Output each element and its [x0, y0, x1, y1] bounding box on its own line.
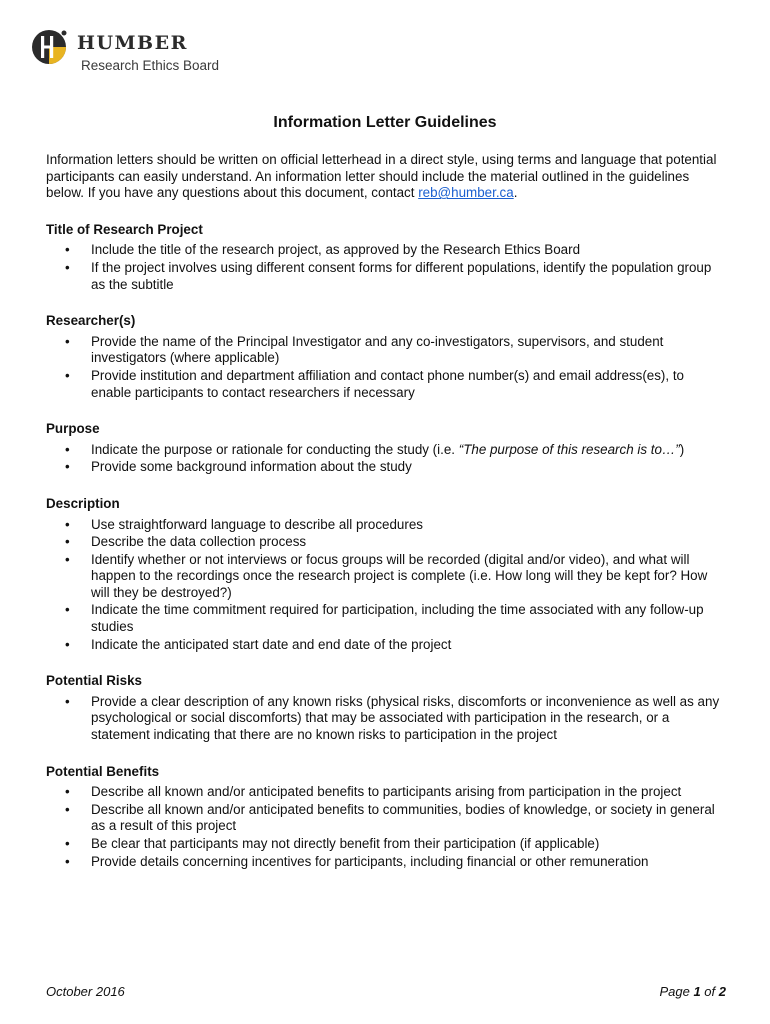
- section-title-of-project: [46, 222, 722, 293]
- intro-text: Information letters should be written on official letterhead in a direct style, using terms and language that potential participants can easily understand. An information letter should include the material outlined in the guidelines below. If you have any questions about this document, contact: [46, 152, 717, 201]
- list-item: • Provide details concerning incentives for participants, including financial or other remuneration: [65, 853, 649, 869]
- list-item: • Be clear that participants may not directly benefit from their participation (if applicable): [65, 836, 600, 851]
- list-item: • Include the title of the research project, as approved by the Research Ethics Board: [65, 242, 581, 258]
- bullet-icon: •: [65, 636, 70, 652]
- bullet-icon: •: [65, 836, 70, 851]
- bullet-icon: •: [65, 853, 70, 869]
- document-body: [46, 152, 722, 871]
- section-heading: Potential Risks: [46, 673, 142, 689]
- bullet-icon: •: [65, 259, 70, 275]
- list-item: • Describe all known and/or anticipated benefits to communities, bodies of knowledge, or society in general as a result of this project: [65, 801, 715, 834]
- list-item: • Describe all known and/or anticipated benefits to participants arising from participation in the project: [65, 784, 682, 800]
- bullet-icon: •: [65, 534, 70, 550]
- page-title: Information Letter Guidelines: [273, 114, 497, 131]
- section-heading: Researcher(s): [46, 313, 136, 329]
- footer-date: October 2016: [46, 984, 125, 999]
- bullet-icon: •: [65, 516, 70, 532]
- list-item: • Provide a clear description of any known risks (physical risks, discomforts or inconvenience as well as any psychological or social discomforts) that may be associated with participation in the research, or a statement indicating that there are no known risks to participation in the project: [65, 693, 720, 743]
- list-item: • Indicate the anticipated start date and end date of the project: [65, 636, 452, 652]
- humber-logo: [30, 24, 220, 76]
- list-item: • Indicate the purpose or rationale for conducting the study (i.e. “The purpose of this research is to…”): [65, 441, 685, 457]
- list-item: • Describe the data collection process: [65, 534, 307, 550]
- bullet-icon: •: [65, 333, 70, 349]
- list-item: • Indicate the time commitment required for participation, including the time associated with any follow-up studies: [65, 602, 704, 635]
- section-description: [46, 496, 722, 653]
- bullet-icon: •: [65, 693, 70, 709]
- logo-wordmark: HUMBER: [77, 32, 188, 54]
- bullet-icon: •: [65, 602, 70, 618]
- section-potential-risks: [46, 673, 722, 743]
- humber-emblem-icon: [30, 26, 72, 68]
- section-potential-benefits: [46, 764, 722, 871]
- bullet-icon: •: [65, 441, 70, 457]
- section-heading: Description: [46, 495, 120, 511]
- list-item: • Provide the name of the Principal Investigator and any co-investigators, supervisors, and student investigators (where applicable): [65, 333, 664, 366]
- bullet-icon: •: [65, 551, 70, 567]
- bullet-icon: •: [65, 459, 70, 475]
- section-researchers: [46, 313, 722, 401]
- section-heading: Title of Research Project: [46, 221, 203, 237]
- list-item: • Provide institution and department affiliation and contact phone number(s) and email address(es), to enable participants to contact researchers if necessary: [65, 367, 684, 400]
- logo-subtitle: Research Ethics Board: [81, 58, 220, 73]
- footer-page-number: Page 1 of 2: [659, 984, 726, 999]
- list-item: • If the project involves using different consent forms for different populations, identify the population group as the subtitle: [65, 259, 712, 292]
- list-item: • Identify whether or not interviews or focus groups will be recorded (digital and/or video), and what will happen to the recordings once the research project is complete (i.e. How long will they be kept for? How will they be destroyed?): [65, 551, 708, 600]
- section-purpose: [46, 421, 722, 476]
- list-item: • Provide some background information about the study: [65, 459, 412, 475]
- bullet-icon: •: [65, 242, 70, 258]
- intro-end: .: [513, 185, 518, 201]
- reb-email-link[interactable]: reb@humber.ca: [418, 185, 514, 201]
- bullet-icon: •: [65, 367, 70, 383]
- list-item: • Use straightforward language to describe all procedures: [65, 516, 423, 532]
- section-heading: Potential Benefits: [46, 763, 160, 779]
- bullet-icon: •: [65, 784, 70, 800]
- section-heading: Purpose: [46, 421, 100, 437]
- bullet-icon: •: [65, 801, 70, 817]
- intro-paragraph: [46, 152, 722, 202]
